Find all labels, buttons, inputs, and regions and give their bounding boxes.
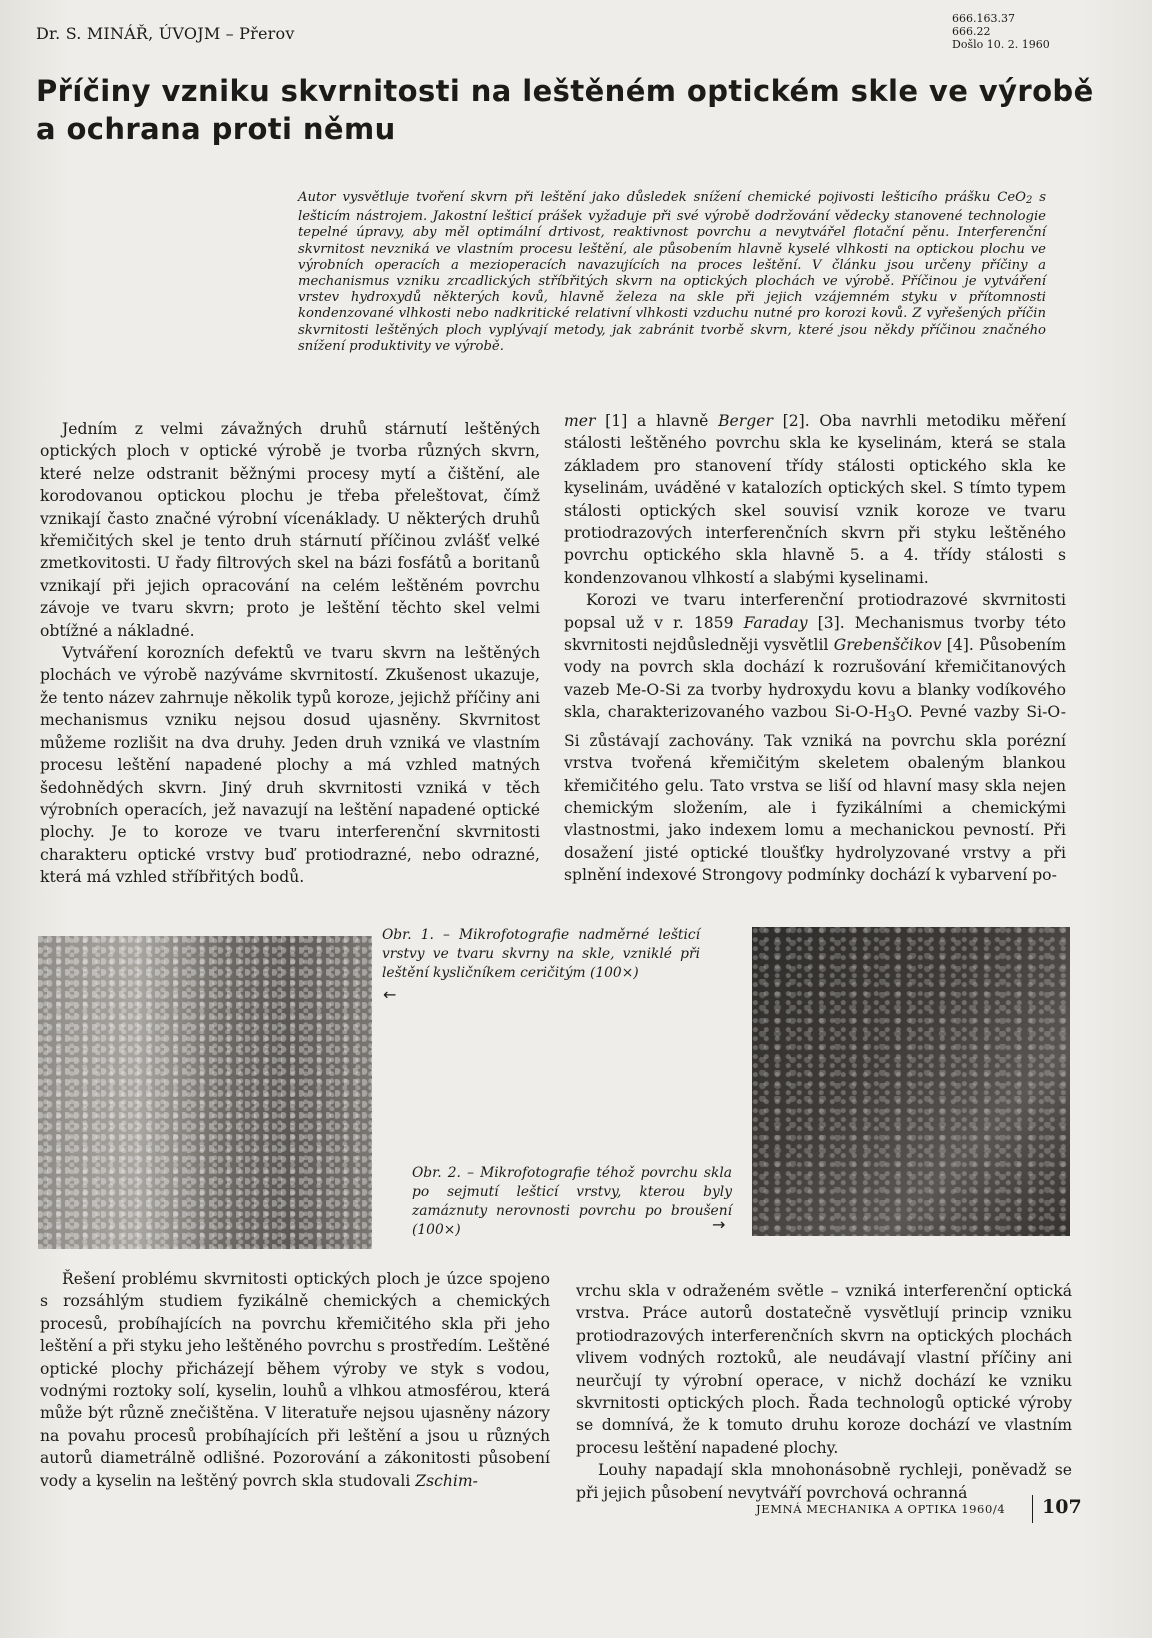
paragraph: Vytváření korozních defektů ve tvaru skvrn na leštěných plochách ve výrobě nazýváme skvrnitostí. Zkušenost ukazuje, že tento název zahrnuje několik typů koroze, jejichž příčiny ani mechanismus vzniku nejsou dosud ujasněny. Skvrnitost můžeme rozlišit na dva druhy. Jeden druh vzniká ve vlastním procesu leštění napadené plochy a má vzhled matných šedohnědých skvrn. Jiný druh skvrnitosti vzniká v těch výrobních operacích, jež navazují na leštění napadené optické plochy. Je to koroze ve tvaru interferenční skvrnitosti charakteru optické vrstvy buď protiodrazné, nebo odrazné, která má vzhled stříbřitých bodů. (40, 644, 540, 887)
udc-code-1: 666.163.37 (952, 12, 1015, 25)
author-reference: mer (564, 412, 596, 430)
figure-2-micrograph (752, 927, 1070, 1236)
author-reference: Zschim- (415, 1471, 478, 1490)
abstract-text-2: s lešticím nástrojem. Jakostní lešticí prášek vyžaduje při své výrobě dodržování vědecky stanovené technologie tepelné úpravy, aby měl optimální drtivost, reaktivnost povrchu a nevytvářel flotační pěnu. Interferenční skvrnitost nevzniká ve vlastním procesu leštění, ale působením hlavně kyselé vlhkosti na optickou plochu ve výrobních operacích a mezioperacích navazujících na proces leštění. V článku jsou určeny příčiny a mechanismus vzniku zrcadlických stříbřitých skvrn na optických plochách ve výrobě. Příčinou je vytváření vrstev hydroxydů některých kovů, hlavně železa na skle při jejich vzájemném styku v přítomnosti kondenzované vlhkosti nebo nadkritické relativní vlhkosti vzduchu nutné pro korozi kovů. Z vyřešených příčin skvrnitosti leštěných ploch vyplývají metody, jak zabránit tvorbě skvrn, které jsou někdy příčinou značného snížení produktivity ve výrobě. (298, 190, 1046, 354)
paragraph (564, 589, 1066, 886)
paragraph (40, 1268, 550, 1492)
author-line: Dr. S. MINÁŘ, ÚVOJM – Přerov (36, 24, 295, 43)
paragraph-text: [1] a hlavně (595, 412, 719, 430)
paragraph (564, 410, 1066, 589)
paragraph-text: Korozi ve tvaru interferenční protiodrazové skvrnitosti popsal už v r. 1859 (564, 591, 1066, 632)
paragraph-text: [3]. Mechanismus tvorby této skvrnitosti nejdůsledněji vysvětlil (564, 613, 1066, 655)
paragraph-text: [2]. Oba navrhli metodiku měření stálosti leštěného povrchu skla ke kyselinám, která se stala základem pro stanovení třídy stálosti optického skla ke kyselinám, uváděné v katalozích optických skel. S tímto typem stálosti optických skel souvisí vznik koroze ve tvaru protiodrazových interferenčních skvrn při styku leštěného povrchu optického skla hlavně 5. a 4. třídy stálosti s kondenzovanou vlhkostí a slabými kyselinami. (564, 412, 1067, 587)
column-right-bottom (576, 1280, 1072, 1504)
title-line-2: a ochrana proti němu (36, 112, 396, 146)
paragraph: vrchu skla v odraženém světle – vzniká interferenční optická vrstva. Práce autorů dostatečně vysvětlují princip vzniku protiodrazových interferenčních skvrn na optických plochách vlivem vodných roztoků, ale neudávají vlastní příčiny ani neurčují ty výrobní operace, v nichž dochází ke vzniku skvrnitosti optických ploch. Řada technologů optické výroby se domnívá, že k tomuto druhu koroze dochází ve vlastním procesu leštění napadené plochy. (576, 1282, 1072, 1457)
abstract-subscript: 2 (1025, 195, 1033, 206)
paragraph-text: [4]. Působením vody na povrch skla dochází k rozrušování křemičitanových vazeb Me-O-Si za tvorby hydroxydu kovu a blanky vodíkového skla, charakterizovaného vazbou Si-O-H (564, 636, 1066, 722)
abstract-text-1: Autor vysvětluje tvoření skvrn při leštění jako důsledek snížení chemické pojivosti lešticího prášku CeO (298, 190, 1026, 205)
title-line-1: Příčiny vzniku skvrnitosti na leštěném optickém skle ve výrobě (36, 74, 1094, 108)
author-reference: Faraday (743, 613, 808, 632)
figure-1-micrograph (38, 936, 372, 1249)
udc-code-2: 666.22 (952, 25, 991, 38)
author-reference: Berger (718, 412, 773, 430)
column-left-bottom (40, 1268, 550, 1492)
figure-1-caption: Obr. 1. – Mikrofotografie nadměrné lešticí vrstvy ve tvaru skvrny na skle, vzniklé při leštění kysličníkem ceričitým (100×) (382, 927, 700, 981)
left-arrow-icon: ← (383, 985, 397, 1004)
article-title (36, 72, 1096, 148)
paragraph-text: O. Pevné vazby Si-O-Si zůstávají zachovány. Tak vzniká na povrchu skla porézní vrstva tvořená křemičitým skeletem obaleným blankou křemičitého gelu. Tato vrstva se liší od hlavní masy skla nejen chemickým složením, ale i fyzikálními a chemickými vlastnostmi, jako indexem lomu a mechanickou pevností. Při dosažení jisté optické tloušťky hydrolyzované vrstvy a při splnění indexové Strongovy podmínky dochází k vybarvení po- (564, 703, 1066, 885)
paragraph: Jedním z velmi závažných druhů stárnutí leštěných optických ploch v optické výrobě je tvorba různých skvrn, které nelze odstranit běžnými procesy mytí a čištění, ale korodovanou optickou plochu je třeba přeleštovat, čímž vznikají často značné výrobní vícenáklady. U některých druhů křemičitých skel je tento druh stárnutí příčinou zvlášť velké zmetkovitosti. U řady filtrových skel na bázi fosfátů a boritanů vznikají při jejich opracování na celém leštěném povrchu závoje ve tvaru skvrn; proto je leštění těchto skel velmi obtížné a nákladné. (40, 420, 540, 640)
paragraph-text: Řešení problému skvrnitosti optických ploch je úzce spojeno s rozsáhlým studiem fyzikálně chemických a chemických procesů, probíhajících na povrchu křemičitého skla při jeho leštění a při styku jeho leštěného povrchu s prostředím. Leštěné optické plochy přicházejí během výroby ve styk s vodou, vodnými roztoky solí, kyselin, louhů a vlhkou atmosférou, která může být různě znečištěna. V literatuře nejsou ujasněny názory na povahu procesů probíhajících při leštění a jsou u různých autorů diametrálně odlišné. Pozorování a zákonitosti působení vody a kyselin na leštěný povrch skla studovali (40, 1270, 550, 1490)
journal-footer: JEMNÁ MECHANIKA A OPTIKA 1960/4 (756, 1502, 1006, 1516)
right-arrow-icon: → (712, 1215, 726, 1234)
author-reference: Grebenščikov (833, 636, 942, 655)
footer-divider (1032, 1495, 1033, 1523)
abstract (298, 190, 1046, 355)
paragraph: Louhy napadají skla mnohonásobně rychleji, poněvadž se při jejich působení nevytváří povrchová ochranná (576, 1461, 1072, 1502)
column-left-top (40, 418, 540, 889)
figure-2-caption: Obr. 2. – Mikrofotografie téhož povrchu skla po sejmutí lešticí vrstvy, kterou byly zamáznuty nerovnosti povrchu po broušení (100×) (412, 1165, 732, 1238)
classification-codes (952, 12, 1050, 51)
page-number: 107 (1042, 1496, 1082, 1518)
column-right-top (564, 410, 1066, 887)
formula-subscript: 3 (887, 710, 896, 726)
received-date: Došlo 10. 2. 1960 (952, 38, 1050, 51)
